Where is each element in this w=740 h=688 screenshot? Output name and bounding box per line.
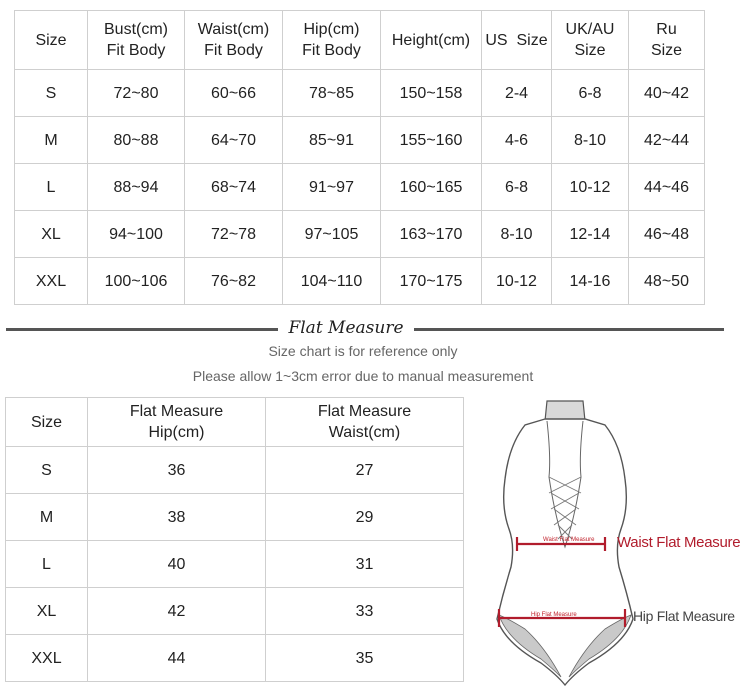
section-title: Flat Measure: [288, 318, 404, 338]
cell-size: M: [15, 117, 88, 164]
cell-flat-hip: 44: [88, 635, 266, 682]
header-ru-size: Ru Size: [629, 11, 705, 70]
cell-uk-au-size: 6-8: [552, 70, 629, 117]
cell-size: M: [6, 494, 88, 541]
cell-us-size: 10-12: [482, 258, 552, 305]
table-header-row: [15, 11, 705, 70]
waist-flat-measure-label: Waist Flat Measure: [617, 534, 740, 551]
cell-size: S: [15, 70, 88, 117]
cell-size: XL: [15, 211, 88, 258]
header-us-size: US Size: [482, 11, 552, 70]
cell-bust: 80~88: [88, 117, 185, 164]
error-note: Please allow 1~3cm error due to manual measurement: [192, 368, 534, 384]
hip-small-label: Hip Flat Measure: [531, 612, 577, 618]
header-flat-waist: Flat Measure Waist(cm): [266, 398, 464, 447]
cell-size: L: [6, 541, 88, 588]
cell-us-size: 4-6: [482, 117, 552, 164]
cell-ru-size: 42~44: [629, 117, 705, 164]
cell-flat-waist: 33: [266, 588, 464, 635]
cell-size: L: [15, 164, 88, 211]
cell-waist: 64~70: [185, 117, 283, 164]
cell-ru-size: 48~50: [629, 258, 705, 305]
cell-height: 150~158: [381, 70, 482, 117]
cell-hip: 78~85: [283, 70, 381, 117]
cell-flat-hip: 42: [88, 588, 266, 635]
cell-height: 160~165: [381, 164, 482, 211]
cell-height: 163~170: [381, 211, 482, 258]
table-row: [6, 635, 464, 682]
table-row: [15, 70, 705, 117]
header-hip: Hip(cm) Fit Body: [283, 11, 381, 70]
cell-hip: 97~105: [283, 211, 381, 258]
cell-us-size: 6-8: [482, 164, 552, 211]
cell-flat-hip: 36: [88, 447, 266, 494]
bodysuit-outline: [497, 419, 633, 685]
header-height: Height(cm): [381, 11, 482, 70]
waist-small-label: Waist Flat Measure: [543, 537, 595, 543]
header-bust: Bust(cm) Fit Body: [88, 11, 185, 70]
hip-flat-measure-label: Hip Flat Measure: [633, 608, 735, 624]
cell-flat-waist: 27: [266, 447, 464, 494]
cell-ru-size: 44~46: [629, 164, 705, 211]
table-row: [15, 211, 705, 258]
cell-size: XXL: [15, 258, 88, 305]
table-row: [15, 164, 705, 211]
cell-uk-au-size: 12-14: [552, 211, 629, 258]
cell-us-size: 8-10: [482, 211, 552, 258]
body-size-table: [14, 10, 705, 305]
garment-diagram: [465, 397, 740, 687]
collar: [545, 401, 585, 421]
cell-hip: 104~110: [283, 258, 381, 305]
cell-uk-au-size: 8-10: [552, 117, 629, 164]
header-waist: Waist(cm) Fit Body: [185, 11, 283, 70]
cell-height: 170~175: [381, 258, 482, 305]
cell-waist: 76~82: [185, 258, 283, 305]
cell-ru-size: 40~42: [629, 70, 705, 117]
divider-line-right: [414, 328, 724, 331]
table-row: [6, 588, 464, 635]
cell-size: S: [6, 447, 88, 494]
cell-ru-size: 46~48: [629, 211, 705, 258]
table-row: [6, 541, 464, 588]
header-uk-au-size: UK/AU Size: [552, 11, 629, 70]
table-row: [15, 258, 705, 305]
cell-hip: 91~97: [283, 164, 381, 211]
cell-size: XXL: [6, 635, 88, 682]
cell-waist: 68~74: [185, 164, 283, 211]
table-row: [6, 494, 464, 541]
cell-flat-waist: 29: [266, 494, 464, 541]
cell-us-size: 2-4: [482, 70, 552, 117]
cell-bust: 72~80: [88, 70, 185, 117]
table-row: [15, 117, 705, 164]
cell-bust: 94~100: [88, 211, 185, 258]
cell-uk-au-size: 14-16: [552, 258, 629, 305]
cell-bust: 100~106: [88, 258, 185, 305]
cell-waist: 60~66: [185, 70, 283, 117]
cell-uk-au-size: 10-12: [552, 164, 629, 211]
cell-bust: 88~94: [88, 164, 185, 211]
cell-flat-waist: 35: [266, 635, 464, 682]
cell-size: XL: [6, 588, 88, 635]
flat-measure-table: [5, 397, 464, 682]
table-row: [6, 447, 464, 494]
cell-height: 155~160: [381, 117, 482, 164]
table-header-row: [6, 398, 464, 447]
cell-hip: 85~91: [283, 117, 381, 164]
cell-flat-hip: 40: [88, 541, 266, 588]
cell-flat-waist: 31: [266, 541, 464, 588]
header-flat-hip: Flat Measure Hip(cm): [88, 398, 266, 447]
divider-line-left: [6, 328, 278, 331]
cell-waist: 72~78: [185, 211, 283, 258]
header-size: Size: [6, 398, 88, 447]
reference-note: Size chart is for reference only: [268, 343, 458, 359]
header-size: Size: [15, 11, 88, 70]
flat-measure-divider: [6, 318, 724, 340]
cell-flat-hip: 38: [88, 494, 266, 541]
